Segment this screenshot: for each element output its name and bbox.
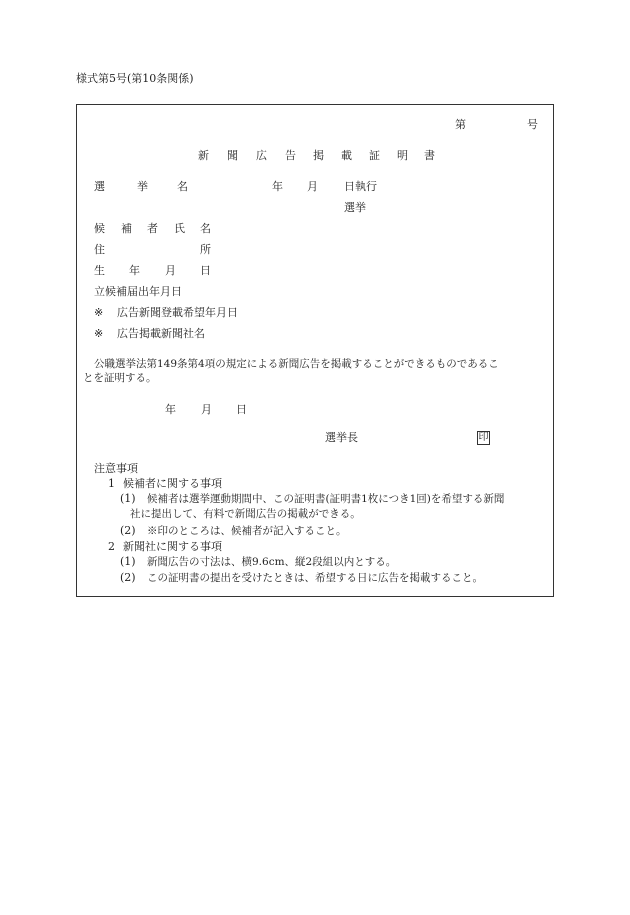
notes-item-text: ※印のところは、候補者が記入すること。 — [147, 525, 347, 537]
address-char: 所 — [200, 243, 211, 256]
election-chief-label: 選挙長 — [325, 431, 358, 444]
date-day: 日 — [236, 403, 247, 416]
notes-heading: 注意事項 — [94, 462, 138, 475]
election-year: 年 — [272, 180, 283, 193]
form-number-label: 様式第5号(第10条関係) — [76, 72, 194, 85]
title-char: 聞 — [227, 149, 238, 162]
notes-section-title: 候補者に関する事項 — [123, 477, 222, 490]
title-char: 載 — [341, 149, 352, 162]
election-name-char: 挙 — [137, 180, 148, 193]
birth-char: 年 — [129, 264, 140, 277]
notes-item-number: (1) — [120, 492, 136, 505]
election-name-char: 名 — [177, 180, 188, 193]
notes-item-number: (2) — [120, 524, 136, 537]
birth-char: 月 — [165, 264, 176, 277]
seal-box: 印 — [478, 432, 489, 443]
election-name-char: 選 — [94, 180, 105, 193]
address-char: 住 — [94, 243, 105, 256]
statement-line: 公職選挙法第149条第4項の規定による新聞広告を掲載することができるものであるこ — [94, 358, 499, 370]
number-go: 号 — [527, 118, 538, 131]
title-char: 明 — [397, 149, 408, 162]
candidate-name-char: 補 — [121, 222, 132, 235]
notes-section-number: 1 — [108, 477, 115, 490]
election-day-exec: 日執行 — [344, 180, 377, 193]
note-mark: ※ — [94, 327, 104, 340]
note-mark: ※ — [94, 306, 104, 319]
notes-section-title: 新聞社に関する事項 — [123, 540, 222, 553]
number-dai: 第 — [455, 118, 466, 131]
candidate-name-char: 者 — [147, 222, 158, 235]
title-char: 広 — [256, 149, 267, 162]
title-char: 証 — [369, 149, 380, 162]
election-month: 月 — [307, 180, 318, 193]
candidate-name-char: 氏 — [174, 222, 185, 235]
candidate-name-char: 候 — [94, 222, 105, 235]
birth-char: 日 — [200, 264, 211, 277]
notes-item-text: 候補者は選挙運動期間中、この証明書(証明書1枚につき1回)を希望する新聞 — [147, 493, 505, 505]
date-month: 月 — [201, 403, 212, 416]
filing-date-label: 立候補届出年月日 — [94, 285, 182, 298]
candidate-name-char: 名 — [200, 222, 211, 235]
title-char: 新 — [198, 149, 209, 162]
ad-date-label: 広告新聞登載希望年月日 — [117, 306, 238, 319]
statement-line: とを証明する。 — [83, 372, 157, 384]
notes-item-text: 社に提出して、有料で新聞広告の掲載ができる。 — [130, 508, 361, 520]
title-char: 書 — [424, 149, 435, 162]
notes-section-number: 2 — [108, 540, 115, 553]
title-char: 告 — [285, 149, 296, 162]
notes-item-text: この証明書の提出を受けたときは、希望する日に広告を掲載すること。 — [147, 572, 483, 584]
notes-item-number: (1) — [120, 555, 136, 568]
ad-paper-label: 広告掲載新聞社名 — [117, 327, 205, 340]
notes-item-text: 新聞広告の寸法は、横9.6cm、縦2段組以内とする。 — [147, 556, 397, 568]
date-year: 年 — [165, 403, 176, 416]
election-senkyo: 選挙 — [344, 201, 366, 214]
title-char: 掲 — [313, 149, 324, 162]
notes-item-number: (2) — [120, 571, 136, 584]
birth-char: 生 — [94, 264, 105, 277]
